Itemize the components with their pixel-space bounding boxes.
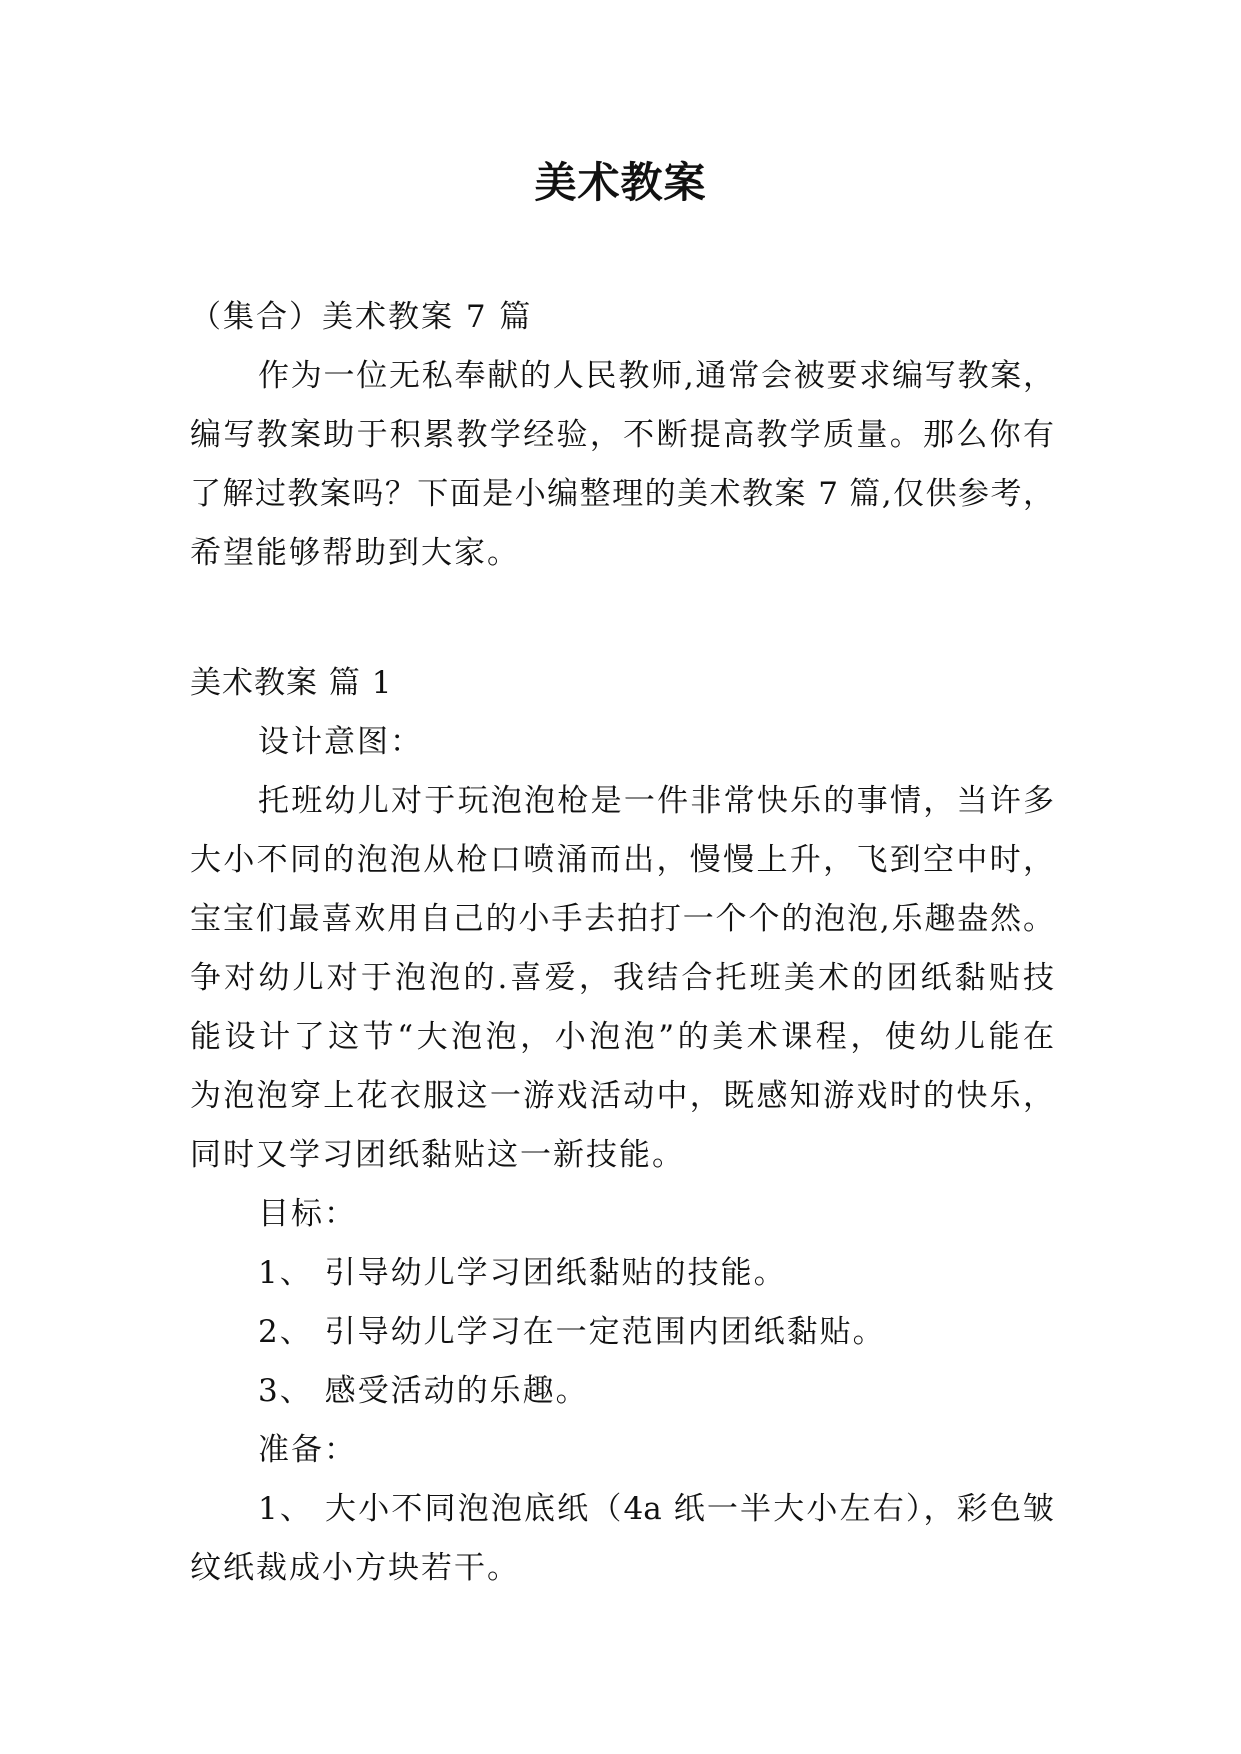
document-body bbox=[190, 288, 1054, 1598]
goal-item: 2、 引导幼儿学习在一定范围内团纸黏贴。 bbox=[258, 1314, 886, 1350]
design-text-line: 能设计了这节“大泡泡，小泡泡”的美术课程，使幼儿能在 bbox=[190, 1019, 1054, 1055]
prep-item-line: 纹纸裁成小方块若干。 bbox=[190, 1550, 520, 1586]
design-text-line: 宝宝们最喜欢用自己的小手去拍打一个个的泡泡,乐趣盎然。 bbox=[190, 901, 1054, 937]
design-text-line: 同时又学习团纸黏贴这一新技能。 bbox=[190, 1137, 685, 1173]
paragraph-gap bbox=[190, 583, 1054, 654]
design-text-line: 大小不同的泡泡从枪口喷涌而出，慢慢上升，飞到空中时， bbox=[190, 842, 1054, 878]
goal-item: 1、 引导幼儿学习团纸黏贴的技能。 bbox=[258, 1255, 787, 1291]
intro-line: 作为一位无私奉献的人民教师,通常会被要求编写教案， bbox=[258, 358, 1054, 394]
document-heading: （集合）美术教案 7 篇 bbox=[190, 299, 533, 335]
prep-label: 准备： bbox=[258, 1432, 357, 1468]
intro-line: 希望能够帮助到大家。 bbox=[190, 535, 520, 571]
goals-label: 目标： bbox=[258, 1196, 357, 1232]
design-text-line: 为泡泡穿上花衣服这一游戏活动中，既感知游戏时的快乐， bbox=[190, 1078, 1054, 1114]
goal-item: 3、 感受活动的乐趣。 bbox=[258, 1373, 589, 1409]
design-text-line: 争对幼儿对于泡泡的.喜爱，我结合托班美术的团纸黏贴技 bbox=[190, 960, 1054, 996]
prep-item-line: 1、 大小不同泡泡底纸（4a 纸一半大小左右），彩色皱 bbox=[258, 1491, 1054, 1527]
design-label: 设计意图： bbox=[258, 724, 423, 760]
intro-line: 了解过教案吗？下面是小编整理的美术教案 7 篇,仅供参考， bbox=[190, 476, 1054, 512]
section-title: 美术教案 篇 1 bbox=[190, 665, 393, 701]
document-title: 美术教案 bbox=[534, 158, 707, 207]
design-text-line: 托班幼儿对于玩泡泡枪是一件非常快乐的事情，当许多 bbox=[258, 783, 1054, 819]
intro-line: 编写教案助于积累教学经验，不断提高教学质量。那么你有 bbox=[190, 417, 1054, 453]
